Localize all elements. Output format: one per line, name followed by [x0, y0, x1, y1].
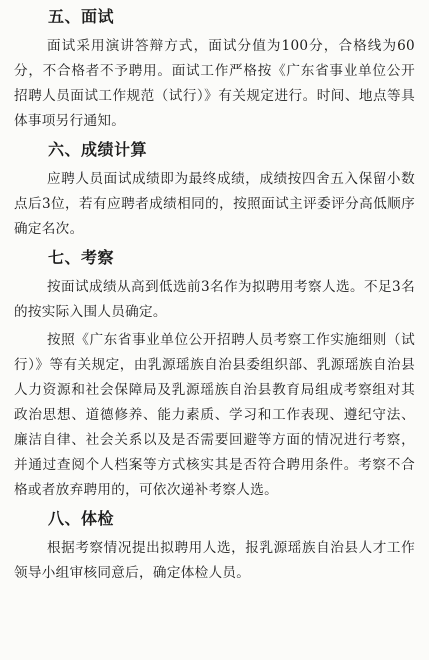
- paragraph: 按面试成绩从高到低选前3名作为拟聘用考察人选。不足3名的按实际入围人员确定。: [14, 279, 415, 320]
- section-heading: 八、体检: [48, 509, 115, 528]
- section-heading: 七、考察: [48, 248, 115, 267]
- paragraph: 按照《广东省事业单位公开招聘人员考察工作实施细则（试行）》等有关规定，由乳源瑶族自治县委组织部、乳源瑶族自治县人力资源和社会保障局及乳源瑶族自治县教育局组成考察组对其政治思想、道德修养、能力素质、学习和工作表现、遵纪守法、廉洁自律、社会关系以及是否需要回避等方面的情况进行考察，并通过查阅个人档案等方式核实其是否符合聘用条件。考察不合格或者放弃聘用的，可依次递补考察人选。: [14, 332, 415, 498]
- section-heading: 五、面试: [48, 7, 115, 26]
- section-heading: 六、成绩计算: [48, 140, 148, 159]
- section-inspection: [14, 245, 415, 503]
- paragraph: 根据考察情况提出拟聘用人选，报乳源瑶族自治县人才工作领导小组审核同意后，确定体检人员。: [14, 540, 415, 581]
- paragraph: 应聘人员面试成绩即为最终成绩，成绩按四舍五入保留小数点后3位，若有应聘者成绩相同的，按照面试主评委评分高低顺序确定名次。: [14, 171, 415, 237]
- paragraph: 面试采用演讲答辩方式，面试分值为100分，合格线为60分，不合格者不予聘用。面试工作严格按《广东省事业单位公开招聘人员面试工作规范（试行）》有关规定进行。时间、地点等具体事项另行通知。: [14, 38, 415, 129]
- section-score-calculation: [14, 137, 415, 242]
- section-interview: [14, 4, 415, 134]
- section-physical-exam: [14, 506, 415, 586]
